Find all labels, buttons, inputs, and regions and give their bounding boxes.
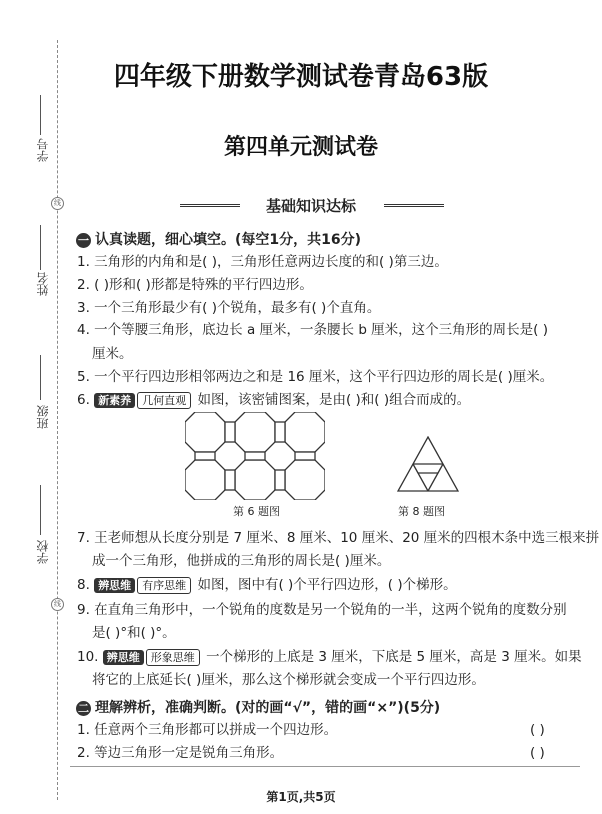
question-1: 1. 三角形的内角和是( )，三角形任意两边长度的和( )第三边。 (77, 254, 448, 270)
question-8 (77, 577, 457, 594)
banner-right-rule (384, 204, 444, 210)
question-7-cont: 成一个三角形，他拼成的三角形的周长是( )厘米。 (92, 553, 391, 569)
question-6 (77, 392, 470, 409)
question-10-number: 10. (77, 649, 99, 665)
figure-6-caption: 第 6 题图 (233, 505, 280, 518)
page-title: 四年级下册数学测试卷青岛63版 (113, 62, 489, 92)
question-10-cont: 将它的上底延长( )厘米，那么这个梯形就会变成一个平行四边形。 (92, 672, 485, 688)
tag-critical-thinking: 辨思维 (94, 578, 135, 593)
school-label: 学校 (36, 540, 50, 564)
question-8-text: 如图，图中有( )个平行四边形，( )个梯形。 (197, 577, 457, 593)
bottom-rule (70, 766, 580, 767)
figure-8-caption: 第 8 题图 (398, 505, 445, 518)
section-1-heading (76, 229, 361, 249)
section-2-number: 二 (78, 701, 89, 715)
tag-geometric-intuition: 几何直观 (137, 392, 191, 409)
name-label: 姓名 (36, 272, 50, 296)
unit-title: 第四单元测试卷 (223, 135, 378, 160)
student-id-label: 学号 (36, 138, 50, 162)
question-9: 9. 在直角三角形中，一个锐角的度数是另一个锐角的一半，这两个锐角的度数分别 (77, 602, 567, 618)
class-label: 班级 (36, 405, 50, 429)
question-10 (77, 649, 582, 666)
student-id-line (40, 95, 41, 135)
class-line (40, 355, 41, 400)
answer-box-1: ( ) (530, 722, 545, 738)
question-10-text: 一个梯形的上底是 3 厘米，下底是 5 厘米，高是 3 厘米。如果 (206, 649, 582, 665)
binding-circle: 线 (51, 598, 64, 611)
section-2-heading (76, 697, 440, 717)
tag-new-literacy: 新素养 (94, 393, 135, 408)
question-3: 3. 一个三角形最少有( )个锐角，最多有( )个直角。 (77, 300, 381, 316)
question-6-text: 如图，该密铺图案，是由( )和( )组合而成的。 (197, 392, 471, 408)
question-5: 5. 一个平行四边形相邻两边之和是 16 厘米，这个平行四边形的周长是( )厘米。 (77, 369, 554, 385)
answer-box-2: ( ) (530, 745, 545, 761)
figure-8-triangle (397, 436, 459, 492)
section-banner: 基础知识达标 (265, 197, 356, 215)
section-1-number: 一 (78, 233, 89, 247)
question-2: 2. ( )形和( )形都是特殊的平行四边形。 (77, 277, 313, 293)
school-line (40, 485, 41, 535)
question-4-cont: 厘米。 (92, 346, 133, 362)
tag-visual-thinking: 形象思维 (146, 649, 200, 666)
name-line (40, 225, 41, 270)
question-9-cont: 是( )°和( )°。 (92, 625, 176, 641)
question-4: 4. 一个等腰三角形，底边长 a 厘米，一条腰长 b 厘米，这个三角形的周长是( ) (77, 322, 549, 338)
section-1-title: 认真读题，细心填空。(每空1分，共16分) (95, 232, 362, 248)
judge-question-1: 1. 任意两个三角形都可以拼成一个四边形。 (77, 722, 338, 738)
question-7: 7. 王老师想从长度分别是 7 厘米、8 厘米、10 厘米、20 厘米的四根木条中选三根来拼 (77, 530, 600, 546)
question-6-number: 6. (77, 392, 90, 408)
page-footer: 第1页,共5页 (266, 790, 336, 804)
section-2-title: 理解辨析，准确判断。(对的画“√”，错的画“×”)(5分) (95, 700, 441, 716)
figure-6-tessellation (185, 412, 325, 500)
tag-ordered-thinking: 有序思维 (137, 577, 191, 594)
judge-question-2: 2. 等边三角形一定是锐角三角形。 (77, 745, 284, 761)
tag-critical-thinking: 辨思维 (103, 650, 144, 665)
question-8-number: 8. (77, 577, 90, 593)
binding-circle: 线 (51, 197, 64, 210)
